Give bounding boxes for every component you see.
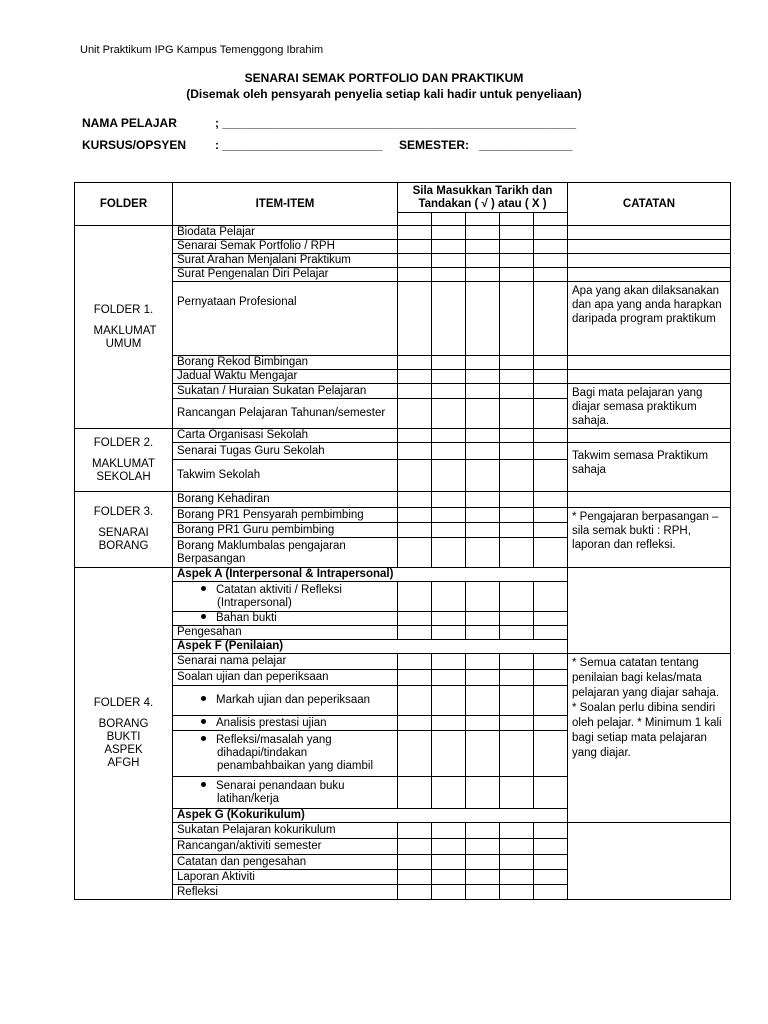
table-row xyxy=(75,508,731,523)
check-cell[interactable] xyxy=(500,240,534,254)
item-text: Markah ujian dan peperiksaan xyxy=(216,694,371,706)
check-cell[interactable] xyxy=(534,582,568,612)
col-catatan: CATATAN xyxy=(568,183,731,226)
note-cell[interactable] xyxy=(568,492,731,508)
check-cell[interactable] xyxy=(398,612,432,626)
item-text: Senarai penandaan buku latihan/kerja xyxy=(216,779,345,805)
check-cell[interactable] xyxy=(432,443,466,460)
folder-4-cell xyxy=(75,568,173,900)
check-cell[interactable] xyxy=(466,855,500,870)
table-row xyxy=(75,429,731,443)
check-cell[interactable] xyxy=(500,370,534,384)
check-cell[interactable] xyxy=(398,226,432,240)
check-cell[interactable] xyxy=(500,460,534,492)
bullet-icon xyxy=(201,736,206,741)
check-cell[interactable] xyxy=(534,777,568,809)
check-cell[interactable] xyxy=(500,731,534,777)
check-cell[interactable] xyxy=(432,254,466,268)
aspek-f-heading: Aspek F (Penilaian) xyxy=(173,640,568,654)
folder-4-number: FOLDER 4. xyxy=(93,697,154,709)
check-cell[interactable] xyxy=(534,839,568,855)
note-text: Takwim semasa Praktikum sahaja xyxy=(568,443,731,492)
check-cell[interactable] xyxy=(432,870,466,885)
folder-2-cell xyxy=(75,429,173,492)
check-cell[interactable] xyxy=(398,777,432,809)
check-cell[interactable] xyxy=(432,686,466,716)
check-cell[interactable] xyxy=(500,612,534,626)
nama-line[interactable]: ; _____________________________________________________ xyxy=(215,116,577,130)
note-text: Bagi mata pelajaran yang diajar semasa praktikum sahaja. xyxy=(568,384,731,429)
check-cell[interactable] xyxy=(398,654,432,670)
item-label: Senarai nama pelajar xyxy=(173,654,398,670)
check-cell[interactable] xyxy=(466,399,500,429)
item-label xyxy=(173,716,398,731)
check-cell[interactable] xyxy=(398,282,432,356)
col-tarikh xyxy=(398,183,568,213)
table-header-row xyxy=(75,183,731,213)
check-cell[interactable] xyxy=(500,670,534,686)
table-row xyxy=(75,370,731,384)
check-cell[interactable] xyxy=(398,268,432,282)
check-cell[interactable] xyxy=(466,384,500,399)
check-cell[interactable] xyxy=(432,508,466,523)
check-cell[interactable] xyxy=(466,839,500,855)
check-cell[interactable] xyxy=(500,538,534,568)
check-cell[interactable] xyxy=(432,582,466,612)
table-row xyxy=(75,226,731,240)
check-cell[interactable] xyxy=(534,268,568,282)
check-cell[interactable] xyxy=(466,370,500,384)
check-cell[interactable] xyxy=(466,282,500,356)
check-cell[interactable] xyxy=(534,538,568,568)
check-cell[interactable] xyxy=(398,626,432,640)
check-cell[interactable] xyxy=(432,612,466,626)
check-cell[interactable] xyxy=(432,282,466,356)
check-cell[interactable] xyxy=(534,626,568,640)
check-cell[interactable] xyxy=(432,429,466,443)
item-text: Refleksi/masalah yang dihadapi/tindakan penambahbaikan yang diambil xyxy=(216,734,373,772)
item-label xyxy=(173,612,398,626)
check-cell[interactable] xyxy=(432,384,466,399)
bullet-icon xyxy=(201,782,206,787)
check-cell[interactable] xyxy=(466,460,500,492)
check-cell[interactable] xyxy=(466,777,500,809)
check-cell[interactable] xyxy=(534,429,568,443)
note-cell[interactable] xyxy=(568,240,731,254)
kursus-label: KURSUS/OPSYEN xyxy=(82,138,187,152)
check-cell[interactable] xyxy=(500,254,534,268)
bullet-icon xyxy=(201,586,206,591)
check-cell[interactable] xyxy=(466,508,500,523)
item-label: Sukatan / Huraian Sukatan Pelajaran xyxy=(173,384,398,399)
check-cell[interactable] xyxy=(466,268,500,282)
item-label: Sukatan Pelajaran kokurikulum xyxy=(173,823,398,839)
item-label: Pernyataan Profesional xyxy=(173,282,398,356)
item-text: Catatan aktiviti / Refleksi (Intrapersonal) xyxy=(216,583,342,609)
check-cell[interactable] xyxy=(500,823,534,839)
folder-3-name: SENARAI BORANG xyxy=(98,527,149,552)
check-cell[interactable] xyxy=(466,213,500,226)
note-cell[interactable] xyxy=(568,226,731,240)
check-cell[interactable] xyxy=(398,443,432,460)
check-cell[interactable] xyxy=(466,823,500,839)
item-label: Pengesahan xyxy=(173,626,398,640)
item-label xyxy=(173,582,398,612)
nama-label: NAMA PELAJAR xyxy=(82,116,177,130)
check-cell[interactable] xyxy=(398,254,432,268)
check-cell[interactable] xyxy=(534,254,568,268)
check-cell[interactable] xyxy=(500,777,534,809)
check-cell[interactable] xyxy=(534,654,568,670)
check-cell[interactable] xyxy=(534,870,568,885)
check-cell[interactable] xyxy=(534,612,568,626)
note-cell[interactable] xyxy=(568,370,731,384)
check-cell[interactable] xyxy=(500,626,534,640)
check-cell[interactable] xyxy=(432,268,466,282)
check-cell[interactable] xyxy=(534,523,568,538)
note-text: * Pengajaran berpasangan – sila semak bukti : RPH, laporan dan refleksi. xyxy=(568,508,731,568)
check-cell[interactable] xyxy=(466,356,500,370)
folder-1-number: FOLDER 1. xyxy=(93,303,154,316)
folder-2-number: FOLDER 2. xyxy=(93,436,154,449)
check-cell[interactable] xyxy=(500,268,534,282)
item-label: Biodata Pelajar xyxy=(173,226,398,240)
check-cell[interactable] xyxy=(500,870,534,885)
folder-2-name: MAKLUMAT SEKOLAH xyxy=(91,457,156,483)
item-label: Senarai Semak Portfolio / RPH xyxy=(173,240,398,254)
item-label: Surat Arahan Menjalani Praktikum xyxy=(173,254,398,268)
check-cell[interactable] xyxy=(500,523,534,538)
check-cell[interactable] xyxy=(500,429,534,443)
check-cell[interactable] xyxy=(534,508,568,523)
col-folder: FOLDER xyxy=(75,183,173,226)
item-label: Surat Pengenalan Diri Pelajar xyxy=(173,268,398,282)
folder-1-cell xyxy=(75,226,173,429)
check-cell[interactable] xyxy=(432,823,466,839)
check-cell[interactable] xyxy=(398,523,432,538)
check-cell[interactable] xyxy=(432,356,466,370)
check-cell[interactable] xyxy=(466,582,500,612)
table-row xyxy=(75,240,731,254)
check-cell[interactable] xyxy=(500,686,534,716)
table-row xyxy=(75,384,731,399)
check-cell[interactable] xyxy=(398,213,432,226)
item-label: Borang Rekod Bimbingan xyxy=(173,356,398,370)
item-label: Soalan ujian dan peperiksaan xyxy=(173,670,398,686)
kursus-line[interactable]: : ________________________ xyxy=(215,138,383,152)
check-cell[interactable] xyxy=(500,443,534,460)
item-label: Senarai Tugas Guru Sekolah xyxy=(173,443,398,460)
check-cell[interactable] xyxy=(432,226,466,240)
check-cell[interactable] xyxy=(432,213,466,226)
item-label: Borang PR1 Guru pembimbing xyxy=(173,523,398,538)
check-cell[interactable] xyxy=(398,384,432,399)
check-cell[interactable] xyxy=(534,885,568,900)
col-item: ITEM-ITEM xyxy=(173,183,398,226)
item-label: Takwim Sekolah xyxy=(173,460,398,492)
item-label: Laporan Aktiviti xyxy=(173,870,398,885)
item-label xyxy=(173,731,398,777)
aspek-g-heading: Aspek G (Kokurikulum) xyxy=(173,809,568,823)
note-text: Apa yang akan dilaksanakan dan apa yang anda harapkan daripada program praktikum xyxy=(568,282,731,356)
check-cell[interactable] xyxy=(398,839,432,855)
table-row xyxy=(75,568,731,582)
col-tarikh-line1: Sila Masukkan Tarikh dan xyxy=(412,184,553,197)
check-cell[interactable] xyxy=(398,716,432,731)
check-cell[interactable] xyxy=(534,370,568,384)
check-cell[interactable] xyxy=(500,384,534,399)
check-cell[interactable] xyxy=(432,399,466,429)
check-cell[interactable] xyxy=(398,670,432,686)
check-cell[interactable] xyxy=(466,885,500,900)
note-cell[interactable] xyxy=(568,568,731,654)
aspek-a-heading: Aspek A (Interpersonal & Intrapersonal) xyxy=(173,568,568,582)
item-label: Borang Kehadiran xyxy=(173,492,398,508)
note-cell[interactable] xyxy=(568,823,731,900)
check-cell[interactable] xyxy=(432,777,466,809)
check-cell[interactable] xyxy=(534,460,568,492)
check-cell[interactable] xyxy=(432,370,466,384)
item-label: Rancangan/aktiviti semester xyxy=(173,839,398,855)
note-cell[interactable] xyxy=(568,268,731,282)
check-cell[interactable] xyxy=(398,356,432,370)
table-row xyxy=(75,654,731,670)
check-cell[interactable] xyxy=(398,460,432,492)
check-cell[interactable] xyxy=(534,731,568,777)
note-cell[interactable] xyxy=(568,356,731,370)
check-cell[interactable] xyxy=(534,492,568,508)
check-cell[interactable] xyxy=(466,686,500,716)
check-cell[interactable] xyxy=(500,839,534,855)
check-cell[interactable] xyxy=(466,226,500,240)
item-label: Rancangan Pelajaran Tahunan/semester xyxy=(173,399,398,429)
check-cell[interactable] xyxy=(466,716,500,731)
item-text: Analisis prestasi ujian xyxy=(216,716,327,729)
check-cell[interactable] xyxy=(398,399,432,429)
check-cell[interactable] xyxy=(534,855,568,870)
check-cell[interactable] xyxy=(534,226,568,240)
check-cell[interactable] xyxy=(500,582,534,612)
check-cell[interactable] xyxy=(534,399,568,429)
folder-3-cell xyxy=(75,492,173,568)
semester-label: SEMESTER: xyxy=(399,138,470,152)
col-tarikh-line2: Tandakan ( √ ) atau ( X ) xyxy=(418,197,547,210)
check-cell[interactable] xyxy=(432,731,466,777)
item-label: Jadual Waktu Mengajar xyxy=(173,370,398,384)
check-cell[interactable] xyxy=(534,686,568,716)
table-row xyxy=(75,254,731,268)
semester-line[interactable]: ______________ xyxy=(479,138,573,152)
check-cell[interactable] xyxy=(398,870,432,885)
check-cell[interactable] xyxy=(500,508,534,523)
check-cell[interactable] xyxy=(432,538,466,568)
check-cell[interactable] xyxy=(500,399,534,429)
check-cell[interactable] xyxy=(500,716,534,731)
check-cell[interactable] xyxy=(534,384,568,399)
folder-1-name: MAKLUMAT UMUM xyxy=(93,324,157,350)
check-cell[interactable] xyxy=(432,492,466,508)
check-cell[interactable] xyxy=(466,538,500,568)
check-cell[interactable] xyxy=(500,885,534,900)
check-cell[interactable] xyxy=(398,823,432,839)
item-label xyxy=(173,777,398,809)
item-label: Carta Organisasi Sekolah xyxy=(173,429,398,443)
table-row xyxy=(75,282,731,356)
table-row xyxy=(75,268,731,282)
check-cell[interactable] xyxy=(500,356,534,370)
check-cell[interactable] xyxy=(398,731,432,777)
check-cell[interactable] xyxy=(432,716,466,731)
check-cell[interactable] xyxy=(500,654,534,670)
note-cell[interactable] xyxy=(568,254,731,268)
check-cell[interactable] xyxy=(466,670,500,686)
check-cell[interactable] xyxy=(466,254,500,268)
table-row xyxy=(75,443,731,460)
doc-subtitle: (Disemak oleh pensyarah penyelia setiap kali hadir untuk penyeliaan) xyxy=(186,87,582,101)
check-cell[interactable] xyxy=(534,282,568,356)
check-cell[interactable] xyxy=(534,823,568,839)
check-cell[interactable] xyxy=(534,670,568,686)
bullet-icon xyxy=(201,719,206,724)
check-cell[interactable] xyxy=(500,492,534,508)
check-cell[interactable] xyxy=(534,240,568,254)
folder-4-name: BORANG BUKTI ASPEK AFGH xyxy=(98,718,149,769)
check-cell[interactable] xyxy=(432,240,466,254)
check-cell[interactable] xyxy=(466,443,500,460)
check-cell[interactable] xyxy=(466,654,500,670)
table-row xyxy=(75,823,731,839)
check-cell[interactable] xyxy=(466,523,500,538)
table-row xyxy=(75,356,731,370)
check-cell[interactable] xyxy=(500,226,534,240)
item-label: Catatan dan pengesahan xyxy=(173,855,398,870)
check-cell[interactable] xyxy=(432,885,466,900)
check-cell[interactable] xyxy=(500,213,534,226)
check-cell[interactable] xyxy=(466,240,500,254)
check-cell[interactable] xyxy=(398,492,432,508)
check-cell[interactable] xyxy=(398,240,432,254)
check-cell[interactable] xyxy=(432,855,466,870)
check-cell[interactable] xyxy=(398,582,432,612)
check-cell[interactable] xyxy=(466,626,500,640)
check-cell[interactable] xyxy=(398,855,432,870)
check-cell[interactable] xyxy=(500,282,534,356)
check-cell[interactable] xyxy=(534,356,568,370)
bullet-icon xyxy=(201,696,206,701)
check-cell[interactable] xyxy=(466,492,500,508)
item-label: Borang Maklumbalas pengajaran Berpasangan xyxy=(173,538,398,568)
bullet-icon xyxy=(201,614,206,619)
note-cell[interactable] xyxy=(568,429,731,443)
checklist-table xyxy=(74,182,731,900)
check-cell[interactable] xyxy=(466,429,500,443)
check-cell[interactable] xyxy=(534,213,568,226)
check-cell[interactable] xyxy=(466,870,500,885)
check-cell[interactable] xyxy=(534,716,568,731)
table-row xyxy=(75,492,731,508)
check-cell[interactable] xyxy=(432,839,466,855)
check-cell[interactable] xyxy=(500,855,534,870)
check-cell[interactable] xyxy=(432,670,466,686)
note-text: * Semua catatan tentang penilaian bagi kelas/mata pelajaran yang diajar sahaja. * Soalan perlu dibina sendiri oleh pelajar. * Minimum 1 kali bagi setiap mata pelajaran yang diajar. xyxy=(568,654,731,823)
check-cell[interactable] xyxy=(398,370,432,384)
doc-title: SENARAI SEMAK PORTFOLIO DAN PRAKTIKUM xyxy=(244,71,524,85)
check-cell[interactable] xyxy=(398,885,432,900)
check-cell[interactable] xyxy=(432,460,466,492)
check-cell[interactable] xyxy=(432,626,466,640)
check-cell[interactable] xyxy=(398,429,432,443)
check-cell[interactable] xyxy=(466,612,500,626)
item-label: Borang PR1 Pensyarah pembimbing xyxy=(173,508,398,523)
check-cell[interactable] xyxy=(432,523,466,538)
check-cell[interactable] xyxy=(398,686,432,716)
unit-header: Unit Praktikum IPG Kampus Temenggong Ibrahim xyxy=(80,44,324,56)
check-cell[interactable] xyxy=(398,538,432,568)
check-cell[interactable] xyxy=(432,654,466,670)
check-cell[interactable] xyxy=(398,508,432,523)
folder-3-number: FOLDER 3. xyxy=(93,506,154,518)
item-label: Refleksi xyxy=(173,885,398,900)
check-cell[interactable] xyxy=(466,731,500,777)
check-cell[interactable] xyxy=(534,443,568,460)
item-text: Bahan bukti xyxy=(216,612,277,624)
item-label xyxy=(173,686,398,716)
